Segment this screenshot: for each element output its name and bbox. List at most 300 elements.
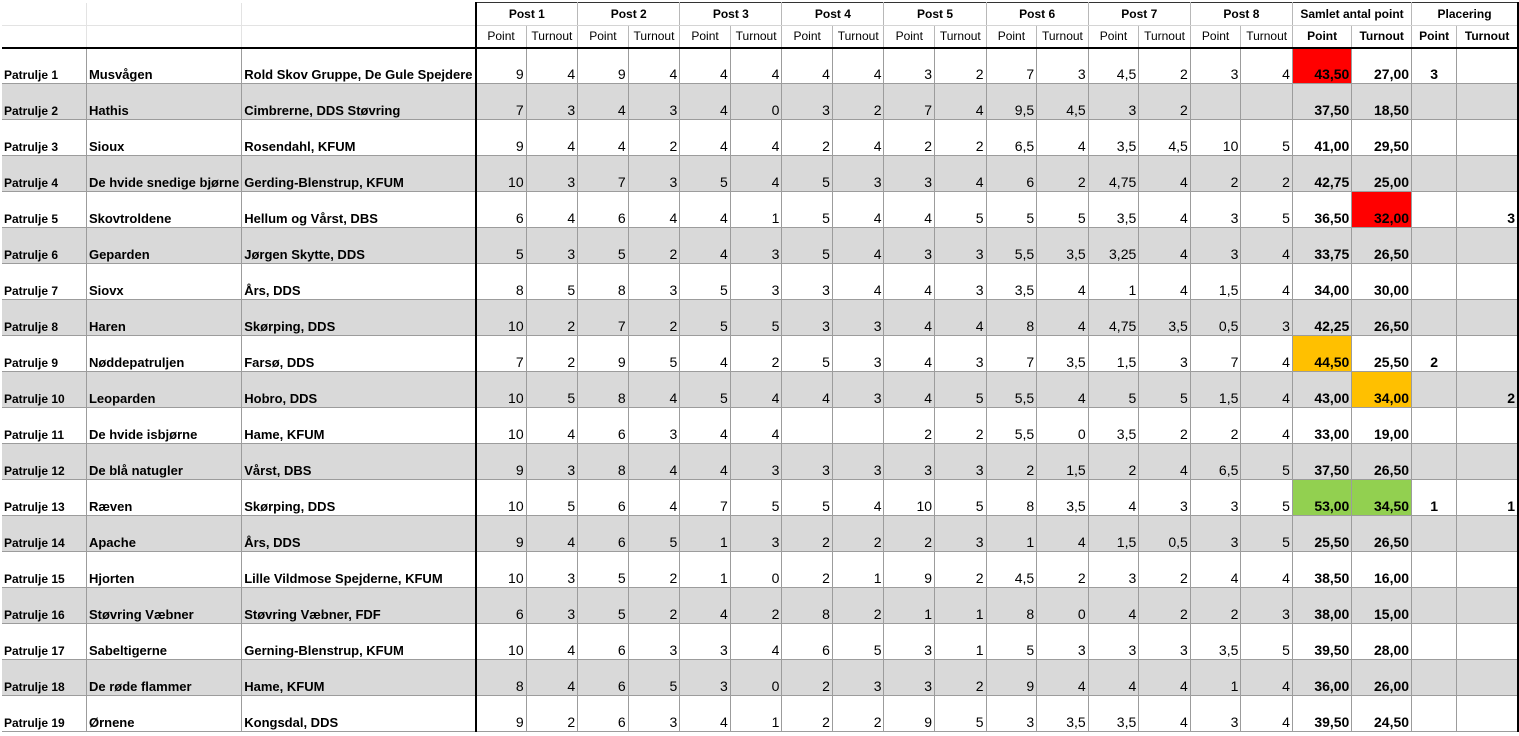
post-1-point-cell[interactable]: 10 xyxy=(476,480,527,516)
post-1-point-cell[interactable]: 6 xyxy=(476,588,527,624)
post-2-point-cell[interactable]: 8 xyxy=(578,372,629,408)
group-cell[interactable]: Jørgen Skytte, DDS xyxy=(242,228,476,264)
post-8-point-cell[interactable]: 3 xyxy=(1190,228,1241,264)
placement-point-cell[interactable] xyxy=(1412,120,1457,156)
placement-point-cell[interactable] xyxy=(1412,408,1457,444)
post-6-turnout-cell[interactable]: 3,5 xyxy=(1037,696,1089,732)
post-5-turnout-cell[interactable]: 2 xyxy=(935,408,987,444)
total-turnout-cell[interactable]: 26,50 xyxy=(1352,300,1412,336)
post-7-turnout-cell[interactable]: 2 xyxy=(1139,588,1191,624)
name-cell[interactable]: Ørnene xyxy=(86,696,241,732)
total-turnout-cell[interactable]: 18,50 xyxy=(1352,84,1412,120)
post-3-point-cell[interactable]: 4 xyxy=(680,696,731,732)
post-7-turnout-cell[interactable]: 4 xyxy=(1139,156,1191,192)
post-7-point-cell[interactable]: 2 xyxy=(1088,444,1139,480)
post-2-point-cell[interactable]: 6 xyxy=(578,696,629,732)
post-2-turnout-cell[interactable]: 2 xyxy=(628,300,680,336)
post-3-point-cell[interactable]: 3 xyxy=(680,624,731,660)
post-4-point-cell[interactable]: 6 xyxy=(782,624,833,660)
post-3-point-cell[interactable]: 1 xyxy=(680,516,731,552)
post-5-point-cell[interactable]: 3 xyxy=(884,228,935,264)
post-3-point-cell[interactable]: 7 xyxy=(680,480,731,516)
name-cell[interactable]: Nøddepatruljen xyxy=(86,336,241,372)
post-8-point-cell[interactable]: 3,5 xyxy=(1190,624,1241,660)
post-7-turnout-cell[interactable]: 2 xyxy=(1139,552,1191,588)
post-5-turnout-cell[interactable]: 3 xyxy=(935,516,987,552)
post-6-turnout-cell[interactable]: 4 xyxy=(1037,660,1089,696)
post-4-turnout-cell[interactable]: 3 xyxy=(832,300,884,336)
post-2-turnout-cell[interactable]: 3 xyxy=(628,696,680,732)
placement-turnout-cell[interactable] xyxy=(1457,48,1518,84)
post-2-turnout-cell[interactable]: 3 xyxy=(628,408,680,444)
post-3-point-cell[interactable]: 5 xyxy=(680,264,731,300)
patrol-cell[interactable]: Patrulje 7 xyxy=(2,264,86,300)
post-2-point-cell[interactable]: 9 xyxy=(578,48,629,84)
post-5-turnout-cell[interactable]: 2 xyxy=(935,660,987,696)
group-cell[interactable]: Støvring Væbner, FDF xyxy=(242,588,476,624)
placement-turnout-cell[interactable] xyxy=(1457,696,1518,732)
post-7-point-cell[interactable]: 3 xyxy=(1088,624,1139,660)
post-7-point-cell[interactable]: 3,25 xyxy=(1088,228,1139,264)
post-6-point-cell[interactable]: 4,5 xyxy=(986,552,1037,588)
post-4-turnout-cell[interactable]: 2 xyxy=(832,696,884,732)
post-5-point-cell[interactable]: 3 xyxy=(884,444,935,480)
post-8-point-cell[interactable]: 3 xyxy=(1190,480,1241,516)
post-1-point-cell[interactable]: 10 xyxy=(476,552,527,588)
name-cell[interactable]: Ræven xyxy=(86,480,241,516)
patrol-cell[interactable]: Patrulje 6 xyxy=(2,228,86,264)
post-7-turnout-cell[interactable]: 2 xyxy=(1139,84,1191,120)
total-turnout-cell[interactable]: 27,00 xyxy=(1352,48,1412,84)
post-1-point-cell[interactable]: 7 xyxy=(476,84,527,120)
post-3-turnout-cell[interactable]: 3 xyxy=(730,516,782,552)
total-turnout-cell[interactable]: 24,50 xyxy=(1352,696,1412,732)
post-8-point-cell[interactable]: 3 xyxy=(1190,48,1241,84)
post-3-point-cell[interactable]: 4 xyxy=(680,192,731,228)
patrol-cell[interactable]: Patrulje 15 xyxy=(2,552,86,588)
group-cell[interactable]: Skørping, DDS xyxy=(242,300,476,336)
total-turnout-cell[interactable]: 19,00 xyxy=(1352,408,1412,444)
post-5-point-cell[interactable]: 9 xyxy=(884,696,935,732)
post-1-point-cell[interactable]: 9 xyxy=(476,120,527,156)
post-4-point-cell[interactable]: 2 xyxy=(782,696,833,732)
post-1-point-cell[interactable]: 10 xyxy=(476,372,527,408)
post-7-turnout-cell[interactable]: 3 xyxy=(1139,624,1191,660)
patrol-cell[interactable]: Patrulje 8 xyxy=(2,300,86,336)
post-3-point-cell[interactable]: 4 xyxy=(680,48,731,84)
post-8-point-cell[interactable]: 4 xyxy=(1190,552,1241,588)
total-turnout-cell[interactable]: 32,00 xyxy=(1352,192,1412,228)
post-4-point-cell[interactable]: 5 xyxy=(782,336,833,372)
post-7-point-cell[interactable]: 3,5 xyxy=(1088,120,1139,156)
post-1-turnout-cell[interactable]: 5 xyxy=(526,372,578,408)
post-7-point-cell[interactable]: 1,5 xyxy=(1088,336,1139,372)
post-5-turnout-cell[interactable]: 5 xyxy=(935,696,987,732)
post-4-turnout-cell[interactable]: 2 xyxy=(832,588,884,624)
placement-turnout-cell[interactable] xyxy=(1457,624,1518,660)
group-cell[interactable]: Års, DDS xyxy=(242,516,476,552)
post-4-point-cell[interactable]: 4 xyxy=(782,48,833,84)
placement-turnout-cell[interactable] xyxy=(1457,588,1518,624)
post-3-turnout-cell[interactable]: 3 xyxy=(730,444,782,480)
post-4-turnout-cell[interactable]: 3 xyxy=(832,660,884,696)
post-6-turnout-cell[interactable]: 0 xyxy=(1037,408,1089,444)
group-cell[interactable]: Lille Vildmose Spejderne, KFUM xyxy=(242,552,476,588)
post-5-turnout-cell[interactable]: 3 xyxy=(935,336,987,372)
post-6-turnout-cell[interactable]: 4 xyxy=(1037,300,1089,336)
post-3-turnout-cell[interactable]: 4 xyxy=(730,372,782,408)
post-2-point-cell[interactable]: 4 xyxy=(578,84,629,120)
total-point-cell[interactable]: 36,00 xyxy=(1292,660,1351,696)
post-2-point-cell[interactable]: 7 xyxy=(578,156,629,192)
post-4-turnout-cell[interactable]: 4 xyxy=(832,264,884,300)
post-3-turnout-cell[interactable]: 4 xyxy=(730,408,782,444)
total-turnout-cell[interactable]: 34,50 xyxy=(1352,480,1412,516)
post-5-turnout-cell[interactable]: 2 xyxy=(935,48,987,84)
post-6-turnout-cell[interactable]: 4 xyxy=(1037,516,1089,552)
post-1-turnout-cell[interactable]: 3 xyxy=(526,228,578,264)
post-7-turnout-cell[interactable]: 0,5 xyxy=(1139,516,1191,552)
post-8-turnout-cell[interactable]: 4 xyxy=(1241,48,1293,84)
post-3-turnout-cell[interactable]: 3 xyxy=(730,228,782,264)
post-2-point-cell[interactable]: 5 xyxy=(578,228,629,264)
post-3-point-cell[interactable]: 4 xyxy=(680,84,731,120)
total-point-cell[interactable]: 37,50 xyxy=(1292,84,1351,120)
post-7-turnout-cell[interactable]: 2 xyxy=(1139,408,1191,444)
post-1-turnout-cell[interactable]: 3 xyxy=(526,444,578,480)
post-1-turnout-cell[interactable]: 4 xyxy=(526,624,578,660)
post-1-turnout-cell[interactable]: 4 xyxy=(526,660,578,696)
post-8-turnout-cell[interactable]: 4 xyxy=(1241,408,1293,444)
post-8-turnout-cell[interactable]: 4 xyxy=(1241,264,1293,300)
post-8-point-cell[interactable] xyxy=(1190,84,1241,120)
post-2-point-cell[interactable]: 9 xyxy=(578,336,629,372)
post-8-turnout-cell[interactable]: 4 xyxy=(1241,336,1293,372)
patrol-cell[interactable]: Patrulje 2 xyxy=(2,84,86,120)
placement-turnout-cell[interactable] xyxy=(1457,120,1518,156)
post-7-turnout-cell[interactable]: 4 xyxy=(1139,660,1191,696)
post-6-point-cell[interactable]: 5 xyxy=(986,624,1037,660)
post-5-turnout-cell[interactable]: 5 xyxy=(935,372,987,408)
post-5-point-cell[interactable]: 4 xyxy=(884,300,935,336)
post-3-turnout-cell[interactable]: 1 xyxy=(730,696,782,732)
name-cell[interactable]: Skovtroldene xyxy=(86,192,241,228)
post-3-turnout-cell[interactable]: 4 xyxy=(730,624,782,660)
post-2-turnout-cell[interactable]: 2 xyxy=(628,588,680,624)
post-6-point-cell[interactable]: 5 xyxy=(986,192,1037,228)
post-4-turnout-cell[interactable]: 3 xyxy=(832,156,884,192)
total-point-cell[interactable]: 42,25 xyxy=(1292,300,1351,336)
post-6-point-cell[interactable]: 9 xyxy=(986,660,1037,696)
post-2-point-cell[interactable]: 6 xyxy=(578,624,629,660)
post-6-turnout-cell[interactable]: 3,5 xyxy=(1037,480,1089,516)
post-1-point-cell[interactable]: 9 xyxy=(476,444,527,480)
post-3-turnout-cell[interactable]: 0 xyxy=(730,84,782,120)
total-point-cell[interactable]: 39,50 xyxy=(1292,624,1351,660)
post-5-point-cell[interactable]: 3 xyxy=(884,48,935,84)
post-6-point-cell[interactable]: 7 xyxy=(986,48,1037,84)
post-7-turnout-cell[interactable]: 2 xyxy=(1139,48,1191,84)
post-5-point-cell[interactable]: 4 xyxy=(884,264,935,300)
post-1-point-cell[interactable]: 6 xyxy=(476,192,527,228)
name-cell[interactable]: De hvide isbjørne xyxy=(86,408,241,444)
post-7-turnout-cell[interactable]: 4 xyxy=(1139,444,1191,480)
post-7-turnout-cell[interactable]: 4,5 xyxy=(1139,120,1191,156)
placement-turnout-cell[interactable] xyxy=(1457,300,1518,336)
post-6-turnout-cell[interactable]: 0 xyxy=(1037,588,1089,624)
post-3-point-cell[interactable]: 1 xyxy=(680,552,731,588)
post-3-turnout-cell[interactable]: 2 xyxy=(730,588,782,624)
placement-turnout-cell[interactable]: 3 xyxy=(1457,192,1518,228)
total-turnout-cell[interactable]: 26,50 xyxy=(1352,228,1412,264)
post-2-point-cell[interactable]: 6 xyxy=(578,408,629,444)
name-cell[interactable]: De hvide snedige bjørne xyxy=(86,156,241,192)
post-3-point-cell[interactable]: 4 xyxy=(680,588,731,624)
post-5-point-cell[interactable]: 2 xyxy=(884,408,935,444)
post-1-turnout-cell[interactable]: 4 xyxy=(526,408,578,444)
total-point-cell[interactable]: 33,75 xyxy=(1292,228,1351,264)
post-6-turnout-cell[interactable]: 3,5 xyxy=(1037,228,1089,264)
post-1-point-cell[interactable]: 10 xyxy=(476,300,527,336)
post-1-turnout-cell[interactable]: 2 xyxy=(526,696,578,732)
post-7-point-cell[interactable]: 1,5 xyxy=(1088,516,1139,552)
post-8-turnout-cell[interactable]: 5 xyxy=(1241,516,1293,552)
group-cell[interactable]: Skørping, DDS xyxy=(242,480,476,516)
post-4-point-cell[interactable]: 4 xyxy=(782,372,833,408)
post-4-turnout-cell[interactable]: 3 xyxy=(832,336,884,372)
placement-turnout-cell[interactable] xyxy=(1457,552,1518,588)
total-point-cell[interactable]: 38,50 xyxy=(1292,552,1351,588)
post-2-turnout-cell[interactable]: 5 xyxy=(628,336,680,372)
post-2-turnout-cell[interactable]: 3 xyxy=(628,84,680,120)
total-point-cell[interactable]: 53,00 xyxy=(1292,480,1351,516)
post-8-turnout-cell[interactable]: 4 xyxy=(1241,228,1293,264)
post-8-turnout-cell[interactable]: 5 xyxy=(1241,120,1293,156)
placement-point-cell[interactable] xyxy=(1412,300,1457,336)
group-cell[interactable]: Hame, KFUM xyxy=(242,408,476,444)
post-8-turnout-cell[interactable]: 2 xyxy=(1241,156,1293,192)
post-4-turnout-cell[interactable]: 1 xyxy=(832,552,884,588)
post-5-turnout-cell[interactable]: 3 xyxy=(935,228,987,264)
total-point-cell[interactable]: 33,00 xyxy=(1292,408,1351,444)
post-8-turnout-cell[interactable]: 5 xyxy=(1241,624,1293,660)
patrol-cell[interactable]: Patrulje 3 xyxy=(2,120,86,156)
post-5-turnout-cell[interactable]: 5 xyxy=(935,480,987,516)
post-1-point-cell[interactable]: 10 xyxy=(476,624,527,660)
post-1-turnout-cell[interactable]: 3 xyxy=(526,156,578,192)
post-2-turnout-cell[interactable]: 5 xyxy=(628,516,680,552)
total-turnout-cell[interactable]: 28,00 xyxy=(1352,624,1412,660)
post-4-point-cell[interactable]: 2 xyxy=(782,120,833,156)
post-3-point-cell[interactable]: 4 xyxy=(680,228,731,264)
patrol-cell[interactable]: Patrulje 12 xyxy=(2,444,86,480)
post-7-turnout-cell[interactable]: 3,5 xyxy=(1139,300,1191,336)
post-8-point-cell[interactable]: 0,5 xyxy=(1190,300,1241,336)
placement-point-cell[interactable] xyxy=(1412,624,1457,660)
total-turnout-cell[interactable]: 30,00 xyxy=(1352,264,1412,300)
post-1-point-cell[interactable]: 10 xyxy=(476,156,527,192)
post-8-point-cell[interactable]: 2 xyxy=(1190,588,1241,624)
post-7-turnout-cell[interactable]: 5 xyxy=(1139,372,1191,408)
post-7-point-cell[interactable]: 4 xyxy=(1088,660,1139,696)
post-3-turnout-cell[interactable]: 1 xyxy=(730,192,782,228)
post-8-turnout-cell[interactable]: 5 xyxy=(1241,444,1293,480)
total-point-cell[interactable]: 42,75 xyxy=(1292,156,1351,192)
post-2-turnout-cell[interactable]: 3 xyxy=(628,264,680,300)
post-8-point-cell[interactable]: 7 xyxy=(1190,336,1241,372)
post-6-turnout-cell[interactable]: 2 xyxy=(1037,552,1089,588)
post-3-point-cell[interactable]: 4 xyxy=(680,444,731,480)
placement-point-cell[interactable] xyxy=(1412,228,1457,264)
post-4-point-cell[interactable]: 8 xyxy=(782,588,833,624)
post-3-turnout-cell[interactable]: 5 xyxy=(730,300,782,336)
post-8-turnout-cell[interactable]: 4 xyxy=(1241,372,1293,408)
post-7-point-cell[interactable]: 3,5 xyxy=(1088,408,1139,444)
total-point-cell[interactable]: 34,00 xyxy=(1292,264,1351,300)
patrol-cell[interactable]: Patrulje 5 xyxy=(2,192,86,228)
group-cell[interactable]: Kongsdal, DDS xyxy=(242,696,476,732)
post-4-point-cell[interactable]: 5 xyxy=(782,192,833,228)
placement-point-cell[interactable] xyxy=(1412,696,1457,732)
post-2-turnout-cell[interactable]: 4 xyxy=(628,444,680,480)
placement-turnout-cell[interactable] xyxy=(1457,156,1518,192)
name-cell[interactable]: Siovx xyxy=(86,264,241,300)
post-4-point-cell[interactable]: 3 xyxy=(782,444,833,480)
post-4-turnout-cell[interactable]: 2 xyxy=(832,516,884,552)
post-7-point-cell[interactable]: 4 xyxy=(1088,588,1139,624)
name-cell[interactable]: Hathis xyxy=(86,84,241,120)
total-turnout-cell[interactable]: 15,00 xyxy=(1352,588,1412,624)
post-3-turnout-cell[interactable]: 0 xyxy=(730,552,782,588)
placement-turnout-cell[interactable] xyxy=(1457,336,1518,372)
name-cell[interactable]: Sioux xyxy=(86,120,241,156)
name-cell[interactable]: Støvring Væbner xyxy=(86,588,241,624)
patrol-cell[interactable]: Patrulje 9 xyxy=(2,336,86,372)
total-point-cell[interactable]: 39,50 xyxy=(1292,696,1351,732)
post-3-point-cell[interactable]: 5 xyxy=(680,156,731,192)
group-cell[interactable]: Rold Skov Gruppe, De Gule Spejdere xyxy=(242,48,476,84)
post-6-point-cell[interactable]: 2 xyxy=(986,444,1037,480)
post-8-point-cell[interactable]: 1 xyxy=(1190,660,1241,696)
post-6-point-cell[interactable]: 8 xyxy=(986,588,1037,624)
placement-turnout-cell[interactable]: 2 xyxy=(1457,372,1518,408)
post-5-turnout-cell[interactable]: 1 xyxy=(935,624,987,660)
group-cell[interactable]: Farsø, DDS xyxy=(242,336,476,372)
placement-turnout-cell[interactable] xyxy=(1457,660,1518,696)
total-turnout-cell[interactable]: 26,50 xyxy=(1352,516,1412,552)
name-cell[interactable]: Apache xyxy=(86,516,241,552)
total-turnout-cell[interactable]: 29,50 xyxy=(1352,120,1412,156)
placement-point-cell[interactable]: 3 xyxy=(1412,48,1457,84)
post-4-turnout-cell[interactable]: 5 xyxy=(832,624,884,660)
post-1-point-cell[interactable]: 10 xyxy=(476,408,527,444)
post-7-point-cell[interactable]: 4,75 xyxy=(1088,300,1139,336)
post-5-point-cell[interactable]: 4 xyxy=(884,372,935,408)
total-point-cell[interactable]: 41,00 xyxy=(1292,120,1351,156)
placement-turnout-cell[interactable] xyxy=(1457,228,1518,264)
post-5-point-cell[interactable]: 1 xyxy=(884,588,935,624)
placement-point-cell[interactable] xyxy=(1412,588,1457,624)
post-4-point-cell[interactable]: 5 xyxy=(782,228,833,264)
post-6-point-cell[interactable]: 5,5 xyxy=(986,408,1037,444)
placement-point-cell[interactable] xyxy=(1412,444,1457,480)
post-1-point-cell[interactable]: 9 xyxy=(476,516,527,552)
post-4-turnout-cell[interactable] xyxy=(832,408,884,444)
total-point-cell[interactable]: 38,00 xyxy=(1292,588,1351,624)
post-2-point-cell[interactable]: 8 xyxy=(578,444,629,480)
post-5-point-cell[interactable]: 10 xyxy=(884,480,935,516)
post-4-point-cell[interactable]: 5 xyxy=(782,156,833,192)
post-5-point-cell[interactable]: 3 xyxy=(884,660,935,696)
post-1-point-cell[interactable]: 7 xyxy=(476,336,527,372)
post-5-point-cell[interactable]: 4 xyxy=(884,336,935,372)
post-8-turnout-cell[interactable] xyxy=(1241,84,1293,120)
post-1-turnout-cell[interactable]: 5 xyxy=(526,480,578,516)
post-1-point-cell[interactable]: 9 xyxy=(476,696,527,732)
post-6-turnout-cell[interactable]: 4,5 xyxy=(1037,84,1089,120)
post-1-point-cell[interactable]: 8 xyxy=(476,660,527,696)
name-cell[interactable]: Geparden xyxy=(86,228,241,264)
post-2-turnout-cell[interactable]: 4 xyxy=(628,372,680,408)
post-6-turnout-cell[interactable]: 5 xyxy=(1037,192,1089,228)
post-1-turnout-cell[interactable]: 5 xyxy=(526,264,578,300)
post-4-turnout-cell[interactable]: 3 xyxy=(832,372,884,408)
total-turnout-cell[interactable]: 25,50 xyxy=(1352,336,1412,372)
post-3-point-cell[interactable]: 5 xyxy=(680,372,731,408)
placement-point-cell[interactable] xyxy=(1412,372,1457,408)
post-3-point-cell[interactable]: 4 xyxy=(680,120,731,156)
post-7-turnout-cell[interactable]: 4 xyxy=(1139,228,1191,264)
post-5-turnout-cell[interactable]: 4 xyxy=(935,300,987,336)
post-4-point-cell[interactable]: 3 xyxy=(782,300,833,336)
post-5-turnout-cell[interactable]: 4 xyxy=(935,156,987,192)
post-6-turnout-cell[interactable]: 3 xyxy=(1037,624,1089,660)
post-6-turnout-cell[interactable]: 4 xyxy=(1037,372,1089,408)
placement-turnout-cell[interactable] xyxy=(1457,444,1518,480)
post-7-point-cell[interactable]: 5 xyxy=(1088,372,1139,408)
group-cell[interactable]: Rosendahl, KFUM xyxy=(242,120,476,156)
post-2-point-cell[interactable]: 8 xyxy=(578,264,629,300)
group-cell[interactable]: Cimbrerne, DDS Støvring xyxy=(242,84,476,120)
total-turnout-cell[interactable]: 26,50 xyxy=(1352,444,1412,480)
post-7-turnout-cell[interactable]: 3 xyxy=(1139,336,1191,372)
post-2-point-cell[interactable]: 4 xyxy=(578,120,629,156)
total-turnout-cell[interactable]: 25,00 xyxy=(1352,156,1412,192)
post-6-point-cell[interactable]: 8 xyxy=(986,480,1037,516)
post-6-turnout-cell[interactable]: 4 xyxy=(1037,120,1089,156)
total-point-cell[interactable]: 37,50 xyxy=(1292,444,1351,480)
post-6-turnout-cell[interactable]: 3,5 xyxy=(1037,336,1089,372)
post-3-turnout-cell[interactable]: 5 xyxy=(730,480,782,516)
post-6-point-cell[interactable]: 9,5 xyxy=(986,84,1037,120)
name-cell[interactable]: De blå natugler xyxy=(86,444,241,480)
placement-point-cell[interactable] xyxy=(1412,84,1457,120)
post-5-turnout-cell[interactable]: 3 xyxy=(935,444,987,480)
placement-point-cell[interactable] xyxy=(1412,192,1457,228)
post-2-point-cell[interactable]: 5 xyxy=(578,552,629,588)
post-8-turnout-cell[interactable]: 5 xyxy=(1241,192,1293,228)
placement-point-cell[interactable] xyxy=(1412,156,1457,192)
post-3-turnout-cell[interactable]: 4 xyxy=(730,48,782,84)
post-8-turnout-cell[interactable]: 5 xyxy=(1241,480,1293,516)
total-turnout-cell[interactable]: 26,00 xyxy=(1352,660,1412,696)
post-4-turnout-cell[interactable]: 4 xyxy=(832,48,884,84)
post-7-point-cell[interactable]: 4 xyxy=(1088,480,1139,516)
post-1-turnout-cell[interactable]: 4 xyxy=(526,48,578,84)
group-cell[interactable]: Hobro, DDS xyxy=(242,372,476,408)
post-7-turnout-cell[interactable]: 4 xyxy=(1139,192,1191,228)
total-point-cell[interactable]: 36,50 xyxy=(1292,192,1351,228)
